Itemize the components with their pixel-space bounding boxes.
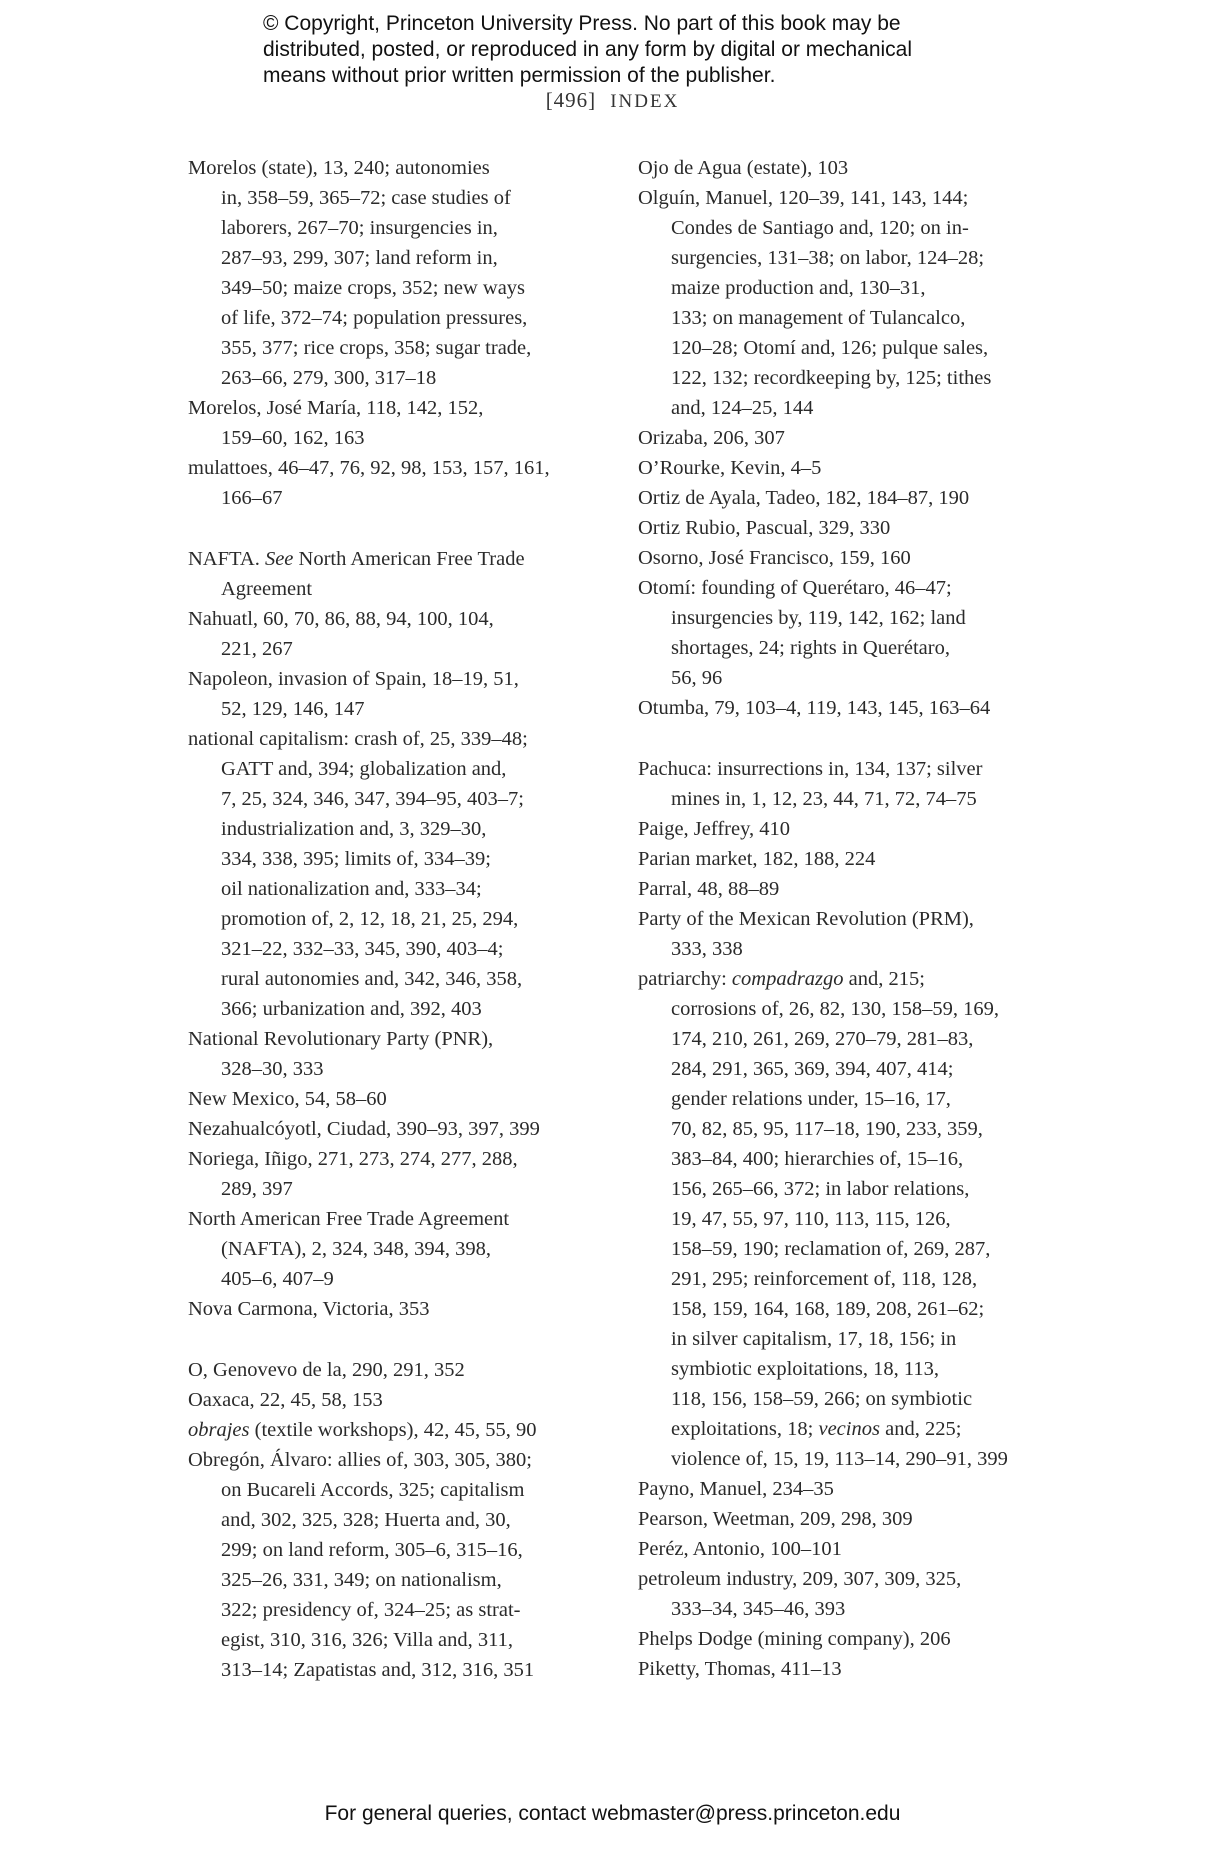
index-entry-continuation: rural autonomies and, 342, 346, 358, <box>221 968 523 990</box>
index-entry-heading: New Mexico, 54, 58–60 <box>188 1088 387 1110</box>
index-entry-continuation: 355, 377; rice crops, 358; sugar trade, <box>221 337 532 359</box>
index-entry-heading: Noriega, Iñigo, 271, 273, 274, 277, 288, <box>188 1148 518 1170</box>
index-entry-heading: Olguín, Manuel, 120–39, 141, 143, 144; <box>638 187 969 209</box>
index-entry-heading: Nahuatl, 60, 70, 86, 88, 94, 100, 104, <box>188 608 494 630</box>
index-entry-continuation: Condes de Santiago and, 120; on in- <box>671 217 969 239</box>
index-entry-heading: Payno, Manuel, 234–35 <box>638 1478 834 1500</box>
index-entry-continuation: 158–59, 190; reclamation of, 269, 287, <box>671 1238 991 1260</box>
index-entry-heading: Phelps Dodge (mining company), 206 <box>638 1628 951 1650</box>
index-entry-continuation: 334, 338, 395; limits of, 334–39; <box>221 848 491 870</box>
index-column-left <box>188 153 608 1685</box>
index-entry-continuation: 174, 210, 261, 269, 270–79, 281–83, <box>671 1028 974 1050</box>
index-entry <box>188 604 608 664</box>
letter-group-gap <box>188 513 608 544</box>
index-entry <box>188 1144 608 1204</box>
index-entry <box>188 1415 608 1445</box>
index-entry-heading: Ortiz Rubio, Pascual, 329, 330 <box>638 517 891 539</box>
index-entry-continuation: exploitations, 18; vecinos and, 225; <box>671 1418 962 1440</box>
index-entry <box>188 153 608 393</box>
index-entry-continuation: laborers, 267–70; insurgencies in, <box>221 217 498 239</box>
index-entry-heading: Oaxaca, 22, 45, 58, 153 <box>188 1389 383 1411</box>
index-entry-continuation: 158, 159, 164, 168, 189, 208, 261–62; <box>671 1298 985 1320</box>
index-entry-continuation: mines in, 1, 12, 23, 44, 71, 72, 74–75 <box>671 788 977 810</box>
index-entry <box>638 573 1058 693</box>
index-entry <box>638 844 1058 874</box>
running-head <box>0 88 1225 113</box>
index-entry-continuation: 221, 267 <box>221 638 293 660</box>
index-entry <box>638 423 1058 453</box>
copyright-line: means without prior written permission of the publisher. <box>263 64 776 87</box>
index-entry-continuation: in silver capitalism, 17, 18, 156; in <box>671 1328 957 1350</box>
index-entry-continuation: 133; on management of Tulancalco, <box>671 307 966 329</box>
index-entry <box>638 453 1058 483</box>
index-entry <box>638 543 1058 573</box>
index-entry-continuation: 120–28; Otomí and, 126; pulque sales, <box>671 337 989 359</box>
index-entry-heading: Pearson, Weetman, 209, 298, 309 <box>638 1508 913 1530</box>
index-entry <box>188 1114 608 1144</box>
index-entry <box>638 483 1058 513</box>
index-entry-continuation: 7, 25, 324, 346, 347, 394–95, 403–7; <box>221 788 524 810</box>
index-column-right <box>638 153 1058 1684</box>
index-entry <box>638 1474 1058 1504</box>
index-entry-heading: Peréz, Antonio, 100–101 <box>638 1538 842 1560</box>
index-entry-heading: Orizaba, 206, 307 <box>638 427 785 449</box>
index-entry-continuation: 289, 397 <box>221 1178 293 1200</box>
index-entry-continuation: and, 124–25, 144 <box>671 397 814 419</box>
index-entry <box>638 153 1058 183</box>
index-entry-heading: Paige, Jeffrey, 410 <box>638 818 790 840</box>
index-entry-heading: O, Genovevo de la, 290, 291, 352 <box>188 1359 465 1381</box>
index-entry-continuation: (NAFTA), 2, 324, 348, 394, 398, <box>221 1238 491 1260</box>
index-entry-continuation: oil nationalization and, 333–34; <box>221 878 482 900</box>
index-entry-continuation: maize production and, 130–31, <box>671 277 926 299</box>
index-entry-continuation: 159–60, 162, 163 <box>221 427 365 449</box>
copyright-notice <box>263 11 1023 89</box>
index-entry-continuation: 287–93, 299, 307; land reform in, <box>221 247 498 269</box>
index-entry <box>188 544 608 604</box>
index-entry <box>638 904 1058 964</box>
index-entry-continuation: on Bucareli Accords, 325; capitalism <box>221 1479 525 1501</box>
index-entry-continuation: Agreement <box>221 578 313 600</box>
index-entry <box>188 1204 608 1294</box>
index-entry-continuation: 299; on land reform, 305–6, 315–16, <box>221 1539 523 1561</box>
index-entry-continuation: surgencies, 131–38; on labor, 124–28; <box>671 247 985 269</box>
index-entry-heading: Morelos, José María, 118, 142, 152, <box>188 397 484 419</box>
index-entry-continuation: 70, 82, 85, 95, 117–18, 190, 233, 359, <box>671 1118 983 1140</box>
index-entry-continuation: 52, 129, 146, 147 <box>221 698 365 720</box>
index-entry <box>638 964 1058 1474</box>
index-entry <box>188 1355 608 1385</box>
index-entry <box>638 754 1058 814</box>
index-entry-heading: National Revolutionary Party (PNR), <box>188 1028 494 1050</box>
index-entry-continuation: 322; presidency of, 324–25; as strat- <box>221 1599 521 1621</box>
letter-group-gap <box>188 1324 608 1355</box>
index-entry-continuation: 156, 265–66, 372; in labor relations, <box>671 1178 970 1200</box>
index-entry-continuation: in, 358–59, 365–72; case studies of <box>221 187 511 209</box>
index-entry-continuation: insurgencies by, 119, 142, 162; land <box>671 607 966 629</box>
page-number: [496] <box>545 88 597 112</box>
index-entry-continuation: 122, 132; recordkeeping by, 125; tithes <box>671 367 992 389</box>
index-entry <box>638 183 1058 423</box>
index-entry-continuation: 19, 47, 55, 97, 110, 113, 115, 126, <box>671 1208 951 1230</box>
index-entry <box>638 1504 1058 1534</box>
index-entry-heading: Morelos (state), 13, 240; autonomies <box>188 157 490 179</box>
index-entry-heading: Party of the Mexican Revolution (PRM), <box>638 908 974 930</box>
index-entry-continuation: 166–67 <box>221 487 283 509</box>
index-entry-heading: Otomí: founding of Querétaro, 46–47; <box>638 577 952 599</box>
index-entry-heading: Nova Carmona, Victoria, 353 <box>188 1298 430 1320</box>
index-entry-heading: patriarchy: compadrazgo and, 215; <box>638 968 925 990</box>
index-entry <box>638 513 1058 543</box>
index-entry-heading: Piketty, Thomas, 411–13 <box>638 1658 842 1680</box>
index-entry-continuation: 405–6, 407–9 <box>221 1268 334 1290</box>
index-entry-continuation: 383–84, 400; hierarchies of, 15–16, <box>671 1148 964 1170</box>
running-head-title: INDEX <box>610 91 680 112</box>
index-entry <box>188 1024 608 1084</box>
index-entry <box>638 1624 1058 1654</box>
index-entry <box>188 453 608 513</box>
index-entry <box>188 393 608 453</box>
index-entry-continuation: 333, 338 <box>671 938 743 960</box>
index-entry-heading: Napoleon, invasion of Spain, 18–19, 51, <box>188 668 519 690</box>
copyright-line: distributed, posted, or reproduced in any form by digital or mechanical <box>263 38 913 61</box>
index-entry-heading: mulattoes, 46–47, 76, 92, 98, 153, 157, 161, <box>188 457 550 479</box>
index-entry <box>188 1385 608 1415</box>
index-entry-heading: Ojo de Agua (estate), 103 <box>638 157 849 179</box>
index-entry-continuation: 118, 156, 158–59, 266; on symbiotic <box>671 1388 973 1410</box>
index-entry <box>188 1445 608 1685</box>
index-entry-continuation: egist, 310, 316, 326; Villa and, 311, <box>221 1629 514 1651</box>
copyright-line: © Copyright, Princeton University Press. No part of this book may be <box>263 12 901 35</box>
index-entry-continuation: industrialization and, 3, 329–30, <box>221 818 487 840</box>
index-entry-continuation: 291, 295; reinforcement of, 118, 128, <box>671 1268 978 1290</box>
index-entry-continuation: 333–34, 345–46, 393 <box>671 1598 846 1620</box>
index-entry <box>188 724 608 1024</box>
index-entry-continuation: gender relations under, 15–16, 17, <box>671 1088 951 1110</box>
index-entry-continuation: violence of, 15, 19, 113–14, 290–91, 399 <box>671 1448 1008 1470</box>
index-entry-continuation: corrosions of, 26, 82, 130, 158–59, 169, <box>671 998 999 1020</box>
index-entry-continuation: of life, 372–74; population pressures, <box>221 307 528 329</box>
index-entry-heading: North American Free Trade Agreement <box>188 1208 510 1230</box>
index-entry-continuation: 263–66, 279, 300, 317–18 <box>221 367 437 389</box>
index-entry-heading: petroleum industry, 209, 307, 309, 325, <box>638 1568 962 1590</box>
index-entry-continuation: 328–30, 333 <box>221 1058 324 1080</box>
index-entry-heading: Pachuca: insurrections in, 134, 137; silver <box>638 758 983 780</box>
index-entry-heading: obrajes (textile workshops), 42, 45, 55, 90 <box>188 1419 537 1441</box>
index-entry-continuation: 56, 96 <box>671 667 723 689</box>
index-entry-heading: Otumba, 79, 103–4, 119, 143, 145, 163–64 <box>638 697 991 719</box>
index-entry-continuation: symbiotic exploitations, 18, 113, <box>671 1358 940 1380</box>
footer-contact: For general queries, contact webmaster@press.princeton.edu <box>324 1802 901 1825</box>
index-entry <box>188 1084 608 1114</box>
index-entry-continuation: 313–14; Zapatistas and, 312, 316, 351 <box>221 1659 535 1681</box>
letter-group-gap <box>638 723 1058 754</box>
index-entry-continuation: promotion of, 2, 12, 18, 21, 25, 294, <box>221 908 519 930</box>
index-entry <box>638 1654 1058 1684</box>
index-entry-continuation: 366; urbanization and, 392, 403 <box>221 998 482 1020</box>
index-entry-heading: Ortiz de Ayala, Tadeo, 182, 184–87, 190 <box>638 487 970 509</box>
index-entry <box>188 664 608 724</box>
index-entry-heading: Obregón, Álvaro: allies of, 303, 305, 380; <box>188 1449 532 1471</box>
index-entry-heading: Parral, 48, 88–89 <box>638 878 780 900</box>
index-entry <box>638 1564 1058 1624</box>
index-entry-continuation: 325–26, 331, 349; on nationalism, <box>221 1569 502 1591</box>
index-entry <box>638 874 1058 904</box>
index-entry-heading: Nezahualcóyotl, Ciudad, 390–93, 397, 399 <box>188 1118 540 1140</box>
index-entry-heading: O’Rourke, Kevin, 4–5 <box>638 457 822 479</box>
index-entry-heading: NAFTA. See North American Free Trade <box>188 548 525 570</box>
index-entry-heading: Osorno, José Francisco, 159, 160 <box>638 547 911 569</box>
index-entry <box>638 693 1058 723</box>
index-entry-continuation: 284, 291, 365, 369, 394, 407, 414; <box>671 1058 954 1080</box>
index-entry-heading: Parian market, 182, 188, 224 <box>638 848 876 870</box>
index-entry <box>638 1534 1058 1564</box>
index-entry-heading: national capitalism: crash of, 25, 339–48; <box>188 728 528 750</box>
index-entry-continuation: shortages, 24; rights in Querétaro, <box>671 637 950 659</box>
index-entry-continuation: 349–50; maize crops, 352; new ways <box>221 277 526 299</box>
index-entry-continuation: GATT and, 394; globalization and, <box>221 758 507 780</box>
index-entry-continuation: 321–22, 332–33, 345, 390, 403–4; <box>221 938 504 960</box>
index-entry <box>638 814 1058 844</box>
index-entry-continuation: and, 302, 325, 328; Huerta and, 30, <box>221 1509 511 1531</box>
index-entry <box>188 1294 608 1324</box>
